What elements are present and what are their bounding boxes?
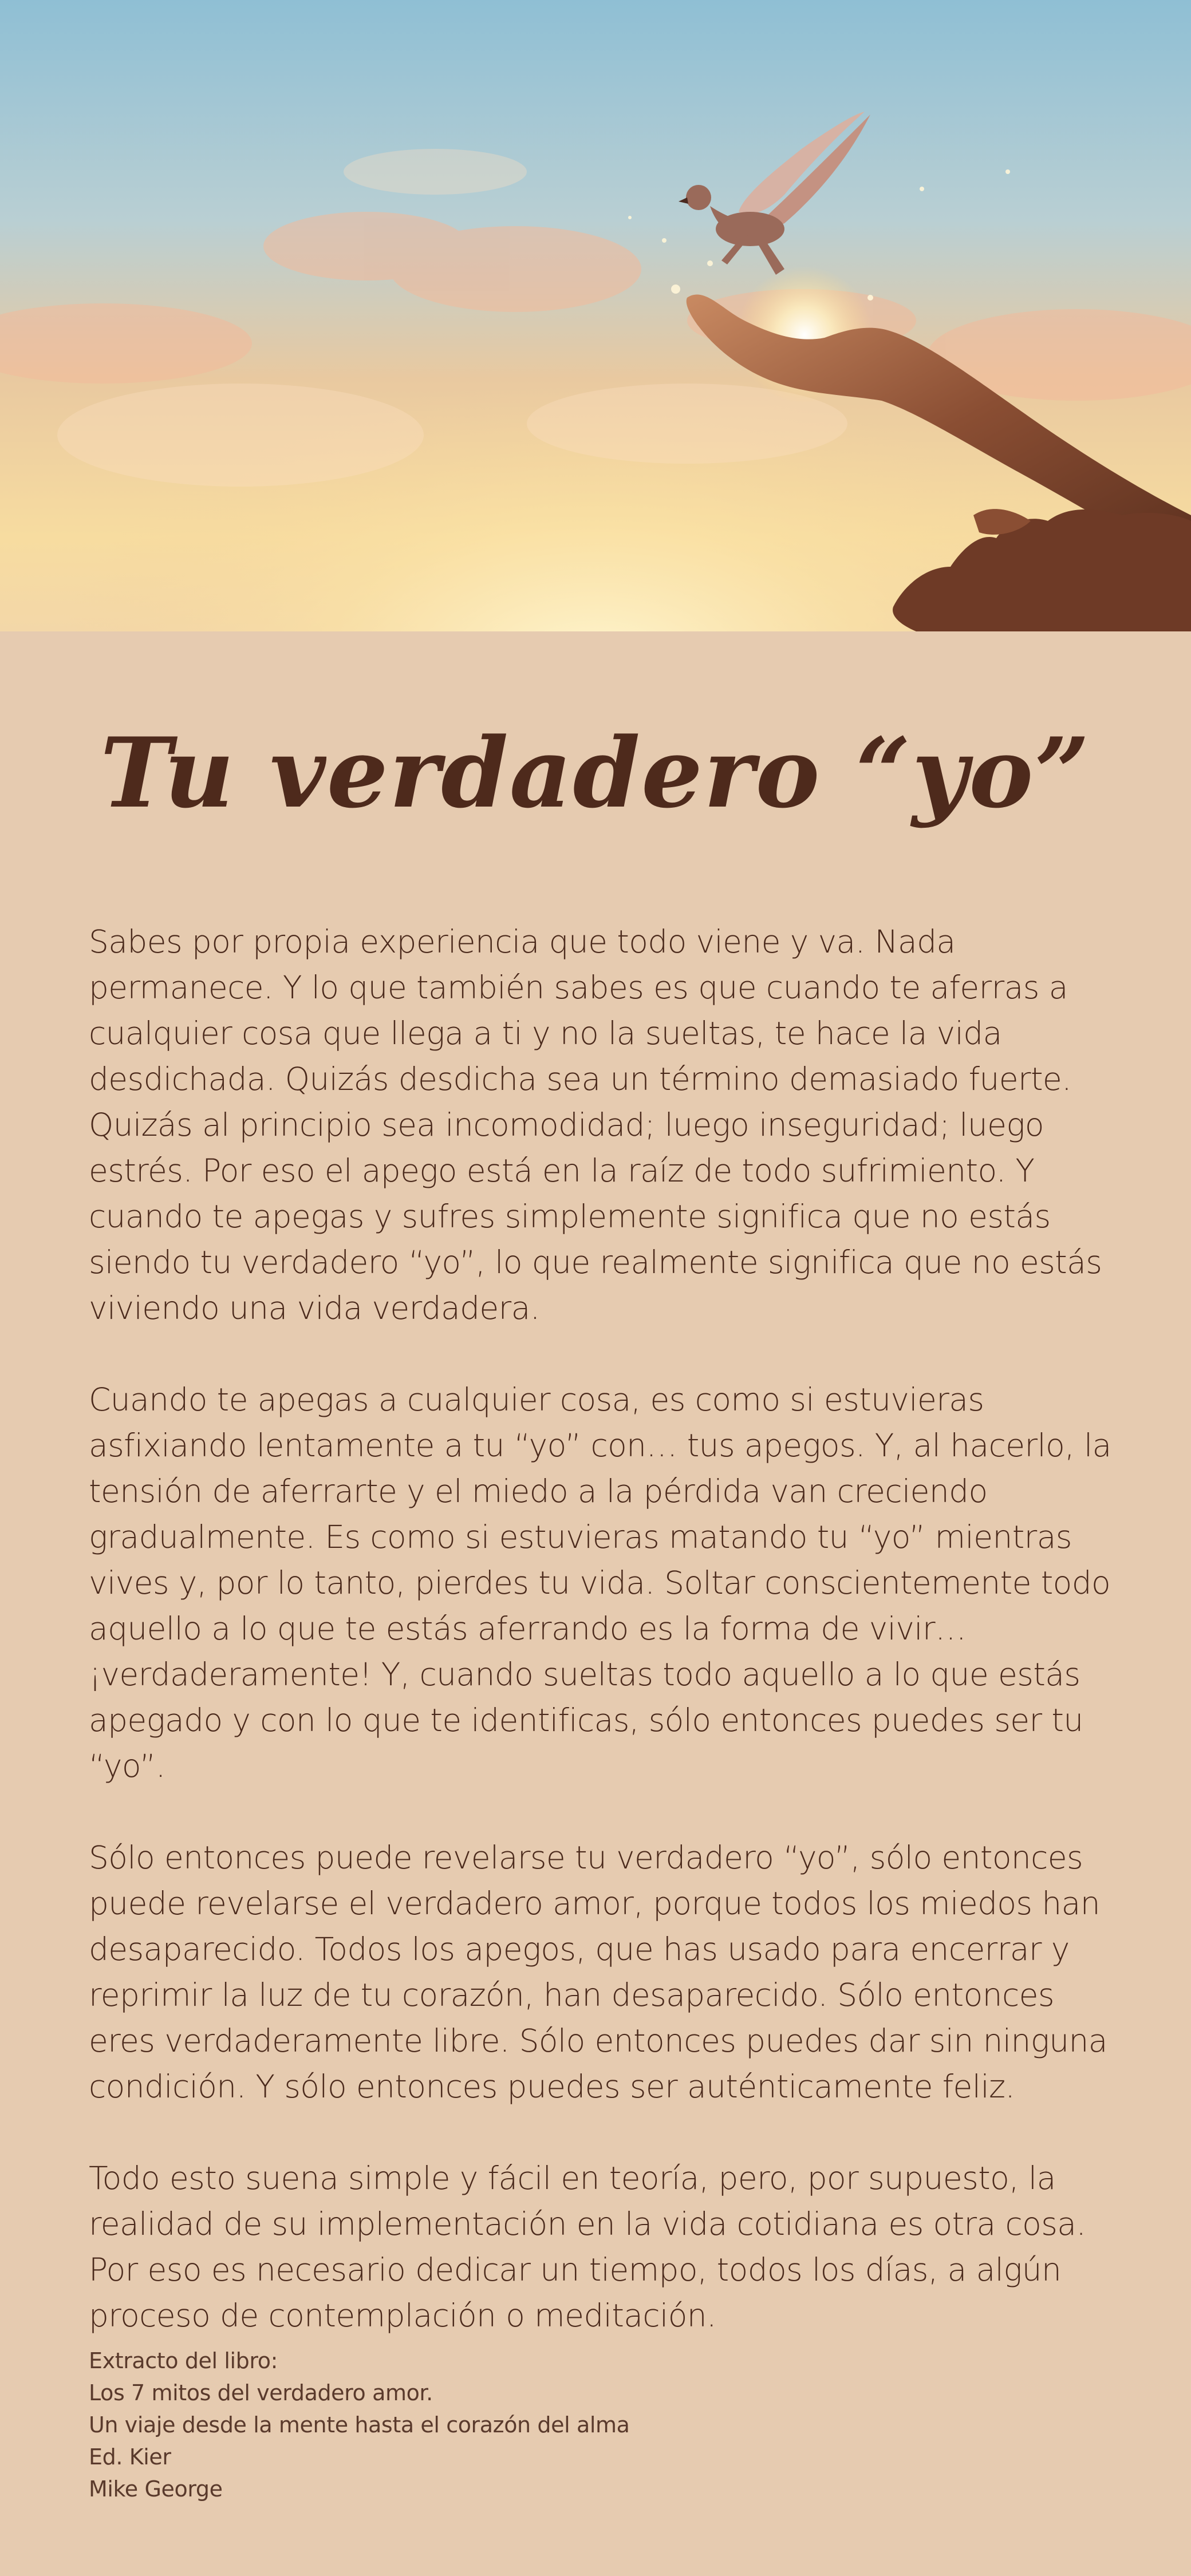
credits-line: Mike George <box>89 2476 223 2502</box>
credits-line: Extracto del libro: <box>89 2348 278 2373</box>
paragraph: Sólo entonces puede revelarse tu verdadero “yo”, sólo entonces puede revelarse el verdadero amor, porque todos los miedos han desaparecido. Todos los apegos, que has usado para encerrar y reprimir la luz de tu corazón, han desaparecido. Sólo entonces eres verdaderamente libre. Sólo entonces puedes dar sin ninguna condición. Y sólo entonces puedes ser auténticamente feliz. <box>89 1839 1107 2105</box>
credits-line: Un viaje desde la mente hasta el corazón del alma <box>89 2412 630 2437</box>
paragraph: Sabes por propia experiencia que todo viene y va. Nada permanece. Y lo que también sabes es que cuando te aferras a cualquier cosa que llega a ti y no la sueltas, te hace la vida desdichada. Quizás desdicha sea un término demasiado fuerte. Quizás al principio sea incomodidad; luego inseguridad; luego estrés. Por eso el apego está en la raíz de todo sufrimiento. Y cuando te apegas y sufres simplemente significa que no estás siendo tu verdadero “yo”, lo que realmente significa que no estás viviendo una vida verdadera. <box>89 923 1102 1326</box>
credits-line: Ed. Kier <box>89 2444 171 2470</box>
book-credits <box>89 2345 948 2505</box>
paragraph: Todo esto suena simple y fácil en teoría, pero, por supuesto, la realidad de su implementación en la vida cotidiana es otra cosa. Por eso es necesario dedicar un tiempo, todos los días, a algún proceso de contemplación o meditación. <box>89 2160 1086 2334</box>
dove-released-from-hands-image <box>0 0 1191 631</box>
article-body <box>89 919 1119 2384</box>
hero-image <box>0 0 1191 631</box>
paragraph: Cuando te apegas a cualquier cosa, es como si estuvieras asfixiando lentamente a tu “yo” con… tus apegos. Y, al hacerlo, la tensión de aferrarte y el miedo a la pérdida van creciendo gradualmente. Es como si estuvieras matando tu “yo” mientras vives y, por lo tanto, pierdes tu vida. Soltar conscientemente todo aquello a lo que te estás aferrando es la forma de vivir… ¡verdaderamente! Y, cuando sueltas todo aquello a lo que estás apegado y con lo que te identificas, sólo entonces puedes ser tu “yo”. <box>89 1381 1111 1784</box>
page-title: Tu verdadero “yo” <box>100 716 1091 829</box>
credits-line: Los 7 mitos del verdadero amor. <box>89 2380 433 2405</box>
